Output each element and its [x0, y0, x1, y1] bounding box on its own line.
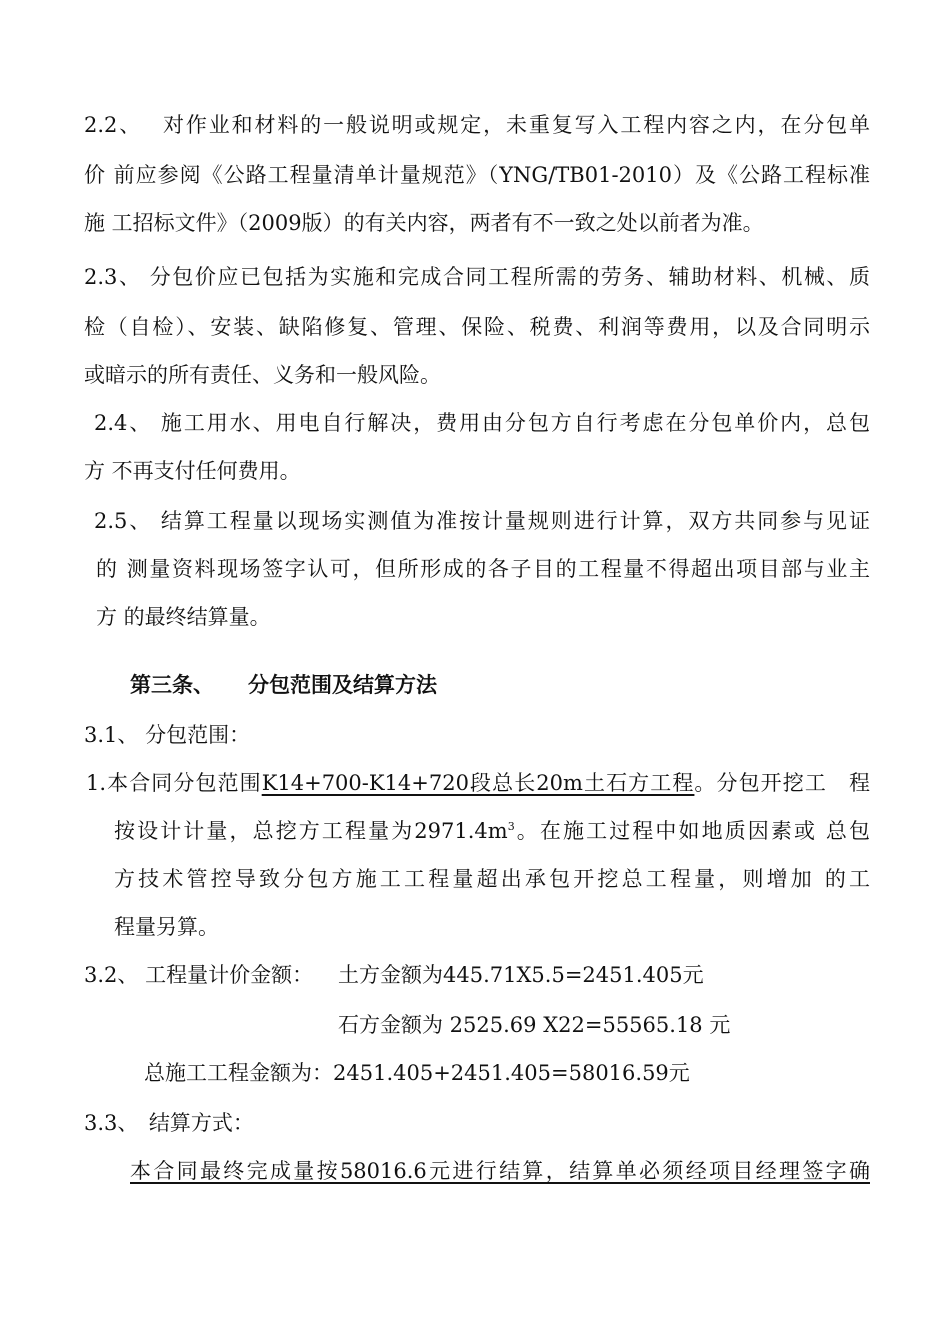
clause-3-1-label: 3.1、 分包范围：	[84, 723, 251, 747]
scope-suffix: 。分包开挖工 程	[694, 771, 870, 795]
article-3-number: 第三条、	[130, 672, 214, 697]
scope-underlined: K14+700-K14+720段总长20m土石方工程	[261, 771, 695, 795]
clause-2-5-line-2: 的 测量资料现场签字认可，但所形成的各子目的工程量不得超出项目部与业主	[96, 557, 870, 581]
clause-2-5-line-1: 2.5、 结算工程量以现场实测值为准按计量规则进行计算，双方共同参与见证	[94, 509, 870, 533]
clause-2-2-line-2: 价 前应参阅《公路工程量清单计量规范》（YNG/TB01-2010）及《公路工程标准	[84, 163, 870, 187]
clause-2-3-line-2: 检（自检）、安装、缺陷修复、管理、保险、税费、利润等费用，以及合同明示	[84, 315, 870, 339]
clause-2-4-line-1: 2.4、 施工用水、用电自行解决，费用由分包方自行考虑在分包单价内，总包	[94, 411, 870, 435]
clause-3-3-label: 3.3、 结算方式：	[84, 1111, 254, 1135]
volume-superscript: 3	[507, 820, 515, 833]
clause-2-3-line-1: 2.3、 分包价应已包括为实施和完成合同工程所需的劳务、辅助材料、机械、质	[84, 265, 870, 289]
clause-3-1-item-1-line-4: 程量另算。	[114, 915, 219, 939]
earthwork-amount: 土方金额为445.71X5.5=2451.405元	[338, 963, 704, 987]
clause-3-2-label: 3.2、 工程量计价金额：	[84, 963, 314, 987]
clause-2-2-line-1: 2.2、 对作业和材料的一般说明或规定，未重复写入工程内容之内，在分包单	[84, 113, 870, 137]
clause-2-5-line-3: 方 的最终结算量。	[96, 605, 271, 629]
volume-text-continued: 。在施工过程中如地质因素或 总包	[514, 819, 870, 843]
clause-3-1-item-1-line-1	[86, 768, 870, 798]
clause-2-2-line-3: 施 工招标文件》（2009版）的有关内容，两者有不一致之处以前者为准。	[84, 211, 764, 235]
total-amount: 总施工工程金额为：2451.405+2451.405=58016.59元	[144, 1061, 690, 1085]
stonework-amount: 石方金额为 2525.69 X22=55565.18 元	[338, 1013, 731, 1037]
clause-3-1-item-1-line-3: 方技术管控导致分包方施工工程量超出承包开挖总工程量，则增加 的工	[114, 867, 870, 891]
clause-3-3-line-1: 本合同最终完成量按58016.6元进行结算，结算单必须经项目经理签字确	[130, 1159, 870, 1183]
clause-2-3-line-3: 或暗示的所有责任、义务和一般风险。	[84, 363, 441, 387]
clause-3-1-item-1-line-2	[114, 816, 870, 846]
article-3-title: 分包范围及结算方法	[248, 672, 437, 697]
volume-text: 按设计计量，总挖方工程量为2971.4m	[114, 819, 508, 843]
clause-2-4-line-2: 方 不再支付任何费用。	[84, 459, 301, 483]
scope-prefix: 1.本合同分包范围	[86, 771, 262, 795]
